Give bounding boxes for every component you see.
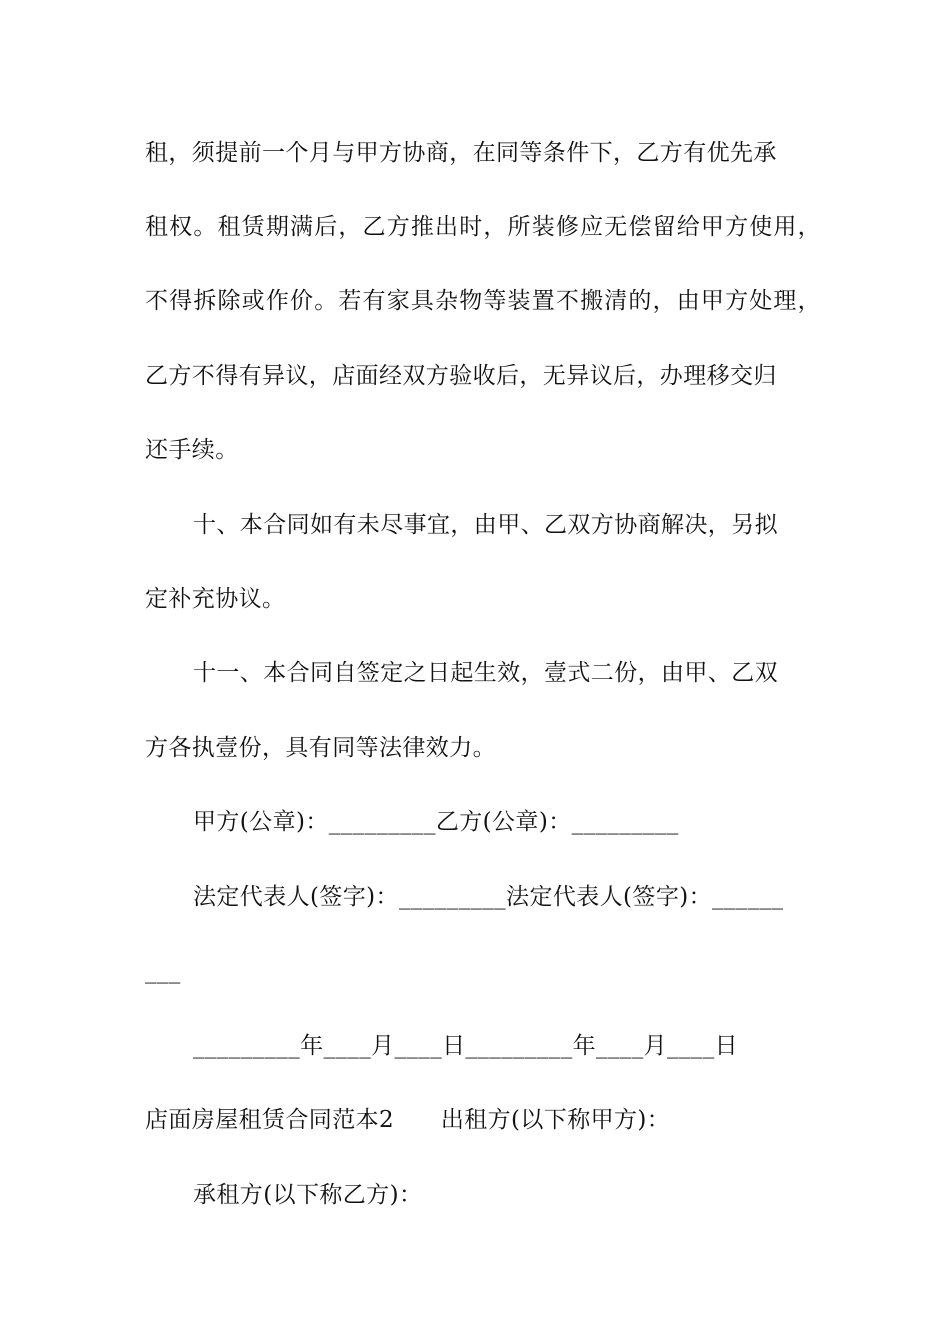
lessee-line: 承租方(以下称乙方)： (193, 1182, 423, 1208)
paragraph-line: 还手续。 (145, 437, 239, 463)
paragraph-line: 定补充协议。 (145, 586, 286, 612)
contract-title-line: 店面房屋租赁合同范本2 出租方(以下称甲方)： (145, 1107, 671, 1133)
paragraph-line: 租，须提前一个月与甲方协商，在同等条件下，乙方有优先承 (145, 140, 777, 166)
paragraph-line: 乙方不得有异议，店面经双方验收后，无异议后，办理移交归 (145, 363, 777, 389)
legal-representative-line: 法定代表人(签字)：_________法定代表人(签字)：______ (193, 884, 784, 910)
paragraph-line: 方各执壹份，具有同等法律效力。 (145, 735, 496, 761)
paragraph-line: 不得拆除或作价。若有家具杂物等装置不搬清的，由甲方处理， (145, 288, 821, 314)
date-line: _________年____月____日_________年____月____日 (193, 1033, 738, 1059)
clause-ten-line: 十、本合同如有未尽事宜，由甲、乙双方协商解决，另拟 (193, 512, 778, 538)
clause-eleven-line: 十一、本合同自签定之日起生效，壹式二份，由甲、乙双 (193, 660, 778, 686)
signature-underline-continuation: ___ (145, 958, 181, 984)
party-seal-line: 甲方(公章)：_________乙方(公章)：_________ (193, 809, 679, 835)
paragraph-line: 租权。租赁期满后，乙方推出时，所装修应无偿留给甲方使用， (145, 214, 821, 240)
